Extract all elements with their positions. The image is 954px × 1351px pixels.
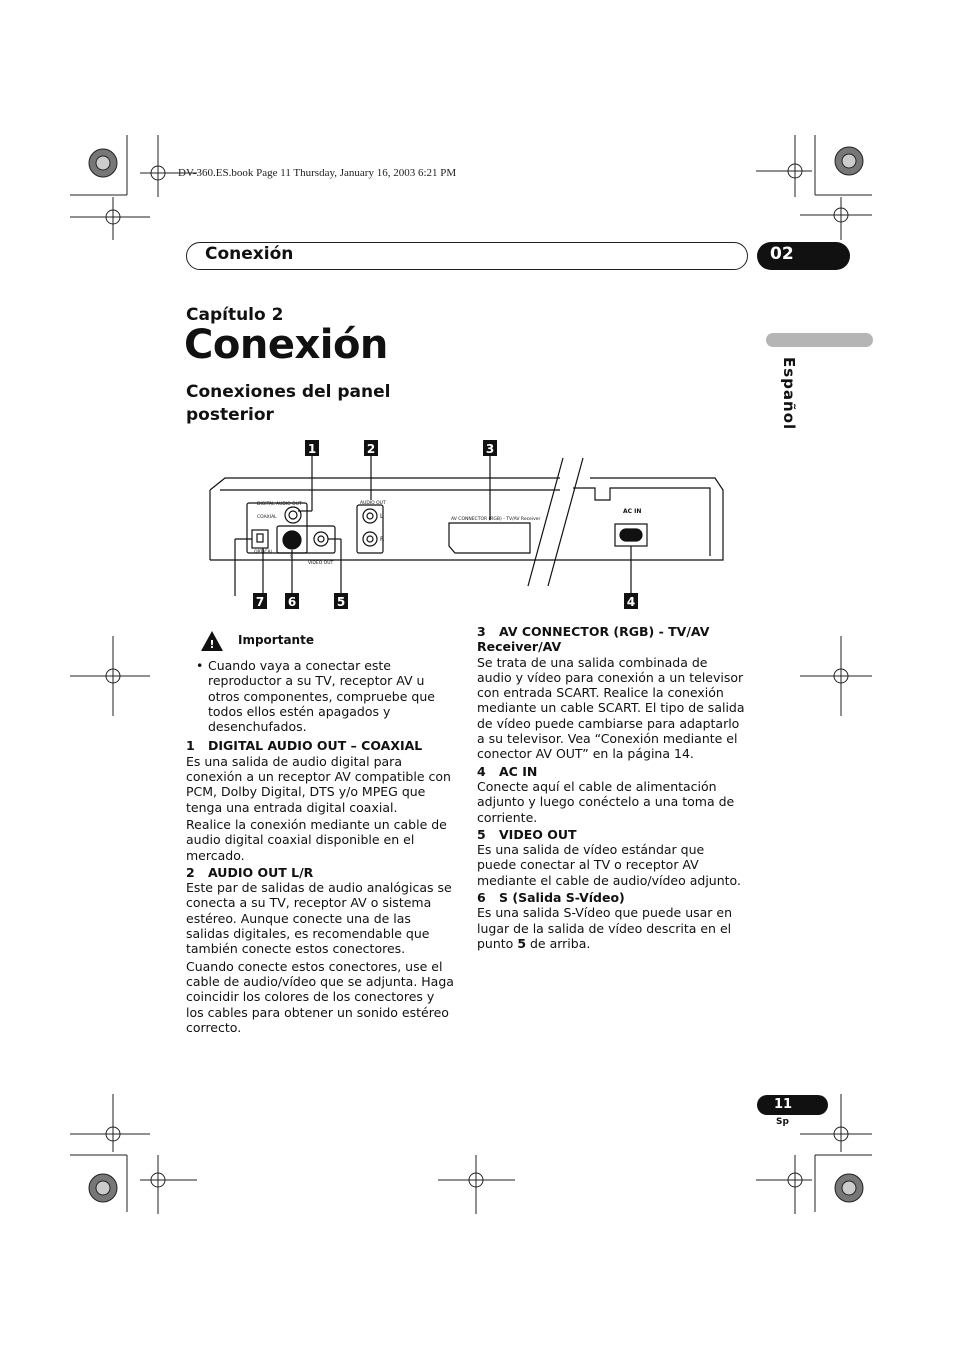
print-header: DV-360.ES.book Page 11 Thursday, January 16, 2003 6:21 PM: [178, 167, 457, 179]
item-2-title: 2 AUDIO OUT L/R: [186, 864, 314, 880]
page-language-code: Sp: [776, 1117, 789, 1127]
right-column: [477, 624, 745, 953]
callout-3: [483, 440, 497, 456]
item-4-text-1: Conecte aquí el cable de alimentación adjunto y luego conéctelo a una toma de corriente.: [477, 778, 735, 825]
label-ac-in: AC IN: [623, 508, 642, 515]
item-1-text-2: Realice la conexión mediante un cable de audio digital coaxial disponible en el mercado.: [186, 816, 447, 863]
callout-5: [334, 593, 348, 609]
svg-text:7: 7: [255, 595, 265, 609]
chapter-number: 02: [770, 244, 794, 264]
label-coaxial: COAXIAL: [257, 515, 277, 520]
item-6-text-1: Es una salida S-Vídeo que puede usar en lugar de la salida de vídeo descrita en el punto 5 de arriba.: [477, 905, 733, 951]
important-bullet: • Cuando vaya a conectar este reproductor a su TV, receptor AV u otros componentes, compruebe que todos ellos estén apagados y desenchufados.: [196, 658, 435, 735]
svg-text:3: 3: [485, 442, 495, 456]
callout-1: [305, 440, 319, 456]
language-tab-bar: [766, 333, 873, 347]
svg-text:!: !: [209, 638, 215, 651]
svg-text:6: 6: [287, 595, 297, 609]
label-r: R: [380, 536, 385, 543]
callout-7: [253, 593, 267, 609]
item-5-text-1: Es una salida de vídeo estándar que puede conectar al TV o receptor AV mediante el cable de audio/vídeo adjunto.: [477, 842, 741, 888]
section-title: Conexiones del panel posterior: [186, 382, 391, 425]
item-2-text-1: Este par de salidas de audio analógicas se conecta a su TV, receptor AV o sistema estéreo. Aunque conecte una de las salidas digitales, es recomendable que también conecte estos conectores.: [186, 880, 452, 957]
callout-6: [285, 593, 299, 609]
chapter-label: Capítulo 2: [186, 305, 284, 325]
page-number: 11: [774, 1097, 793, 1112]
item-3-title: 3 AV CONNECTOR (RGB) - TV/AV Receiver/AV: [477, 624, 710, 655]
item-1-title: 1 DIGITAL AUDIO OUT – COAXIAL: [186, 738, 423, 754]
important-heading: Importante: [238, 633, 314, 648]
header-title: Conexión: [205, 244, 294, 264]
callout-4: [624, 593, 638, 609]
svg-text:1: 1: [307, 442, 317, 456]
item-2-text-2: Cuando conecte estos conectores, use el cable de audio/vídeo que se adjunta. Haga coincidir los colores de los conectores y los cables para obtener un sonido estéreo correcto.: [186, 958, 454, 1035]
item-1-text-1: Es una salida de audio digital para conexión a un receptor AV compatible con PCM, Dolby Digital, DTS y/o MPEG que tenga una entrada digital coaxial.: [186, 753, 451, 815]
rear-panel-diagram: [205, 438, 725, 613]
page-title: Conexión: [184, 322, 388, 368]
svg-text:2: 2: [366, 442, 376, 456]
left-column: [186, 630, 454, 1037]
svg-text:5: 5: [336, 595, 346, 609]
warning-icon: [200, 630, 224, 652]
item-3-text-1: Se trata de una salida combinada de audio y vídeo para conexión a un televisor con entrada SCART. Realice la conexión mediante un cable SCART. El tipo de salida de vídeo puede cambiarse para adaptarlo a su televisor. Vea “Conexión mediante el conector AV OUT” en la página 14.: [477, 654, 745, 762]
language-tab-label: Español: [780, 357, 798, 431]
item-4-title: 4 AC IN: [477, 763, 538, 779]
label-video-out: VIDEO OUT: [308, 561, 334, 566]
label-digital-audio-out: DIGITAL AUDIO OUT: [257, 502, 302, 507]
label-l: L: [380, 513, 384, 520]
label-audio-out: AUDIO OUT: [360, 501, 386, 506]
item-5-title: 5 VIDEO OUT: [477, 826, 577, 842]
page-number-badge: [757, 1095, 828, 1115]
label-optical: OPTICAL: [254, 550, 274, 555]
label-av-connector: AV CONNECTOR (RGB) - TV/AV Receiver: [451, 517, 541, 522]
item-6-title: 6 S (Salida S-Vídeo): [477, 890, 625, 906]
callout-2: [364, 440, 378, 456]
svg-text:4: 4: [626, 595, 636, 609]
label-s: S: [290, 555, 293, 560]
